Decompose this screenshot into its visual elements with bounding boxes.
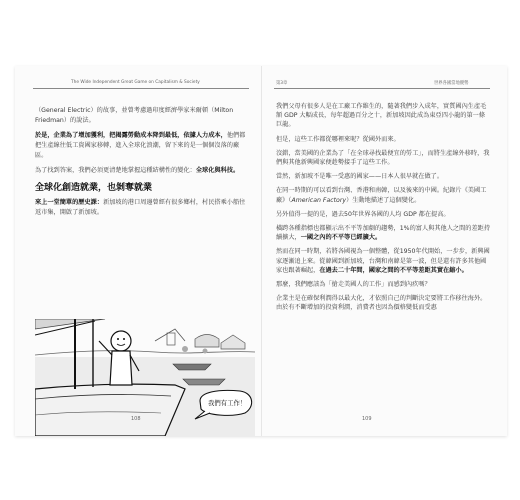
left-body-text [35,106,249,223]
paragraph: 沒錯，當美國的企業為了「在全球尋找最便宜的勞工」，而將生產線外移時，我們與其他新興國家便趁勢接手了這些工作。 [276,149,490,167]
paragraph: 當然，新加坡不是唯一受惠的國家——日本人很早就在做了。 [276,173,444,181]
paragraph: 我們父母有很多人是在工廠工作維生的，隨著我們步入成年，實質國內生產毛額 GDP 大幅成長，每年超過百分之十，新加坡因此成為東亞四小龍的第一條巨龍。 [276,103,487,129]
right-running-header: 世界各國當地優勢 [434,81,469,86]
right-page [262,66,507,436]
paragraph: 另外值得一提的是，過去50年世界各國的人均 GDP 都在提高。 [276,210,450,218]
right-page-number: 109 [362,416,372,422]
book-spread [15,66,507,436]
right-header-rule [274,88,490,89]
speech-bubble-text: 我們有工作！ [208,399,247,407]
paragraph: 來上一堂簡單的歷史課：新加坡的港口周邊曾經有很多鄉村，村民搭乘小船往返市集，開啟了新加坡。 [35,199,246,216]
paragraph: （General Electric）的故事，並曾考慮過印度經濟學家米爾頓（Milton Friedman）的說法。 [35,107,234,124]
paragraph: 但是，這些工作都從哪裡來呢？從國外而來。 [276,135,400,143]
right-chapter-label: 第3章 [276,81,288,86]
right-body-text [276,102,490,318]
left-page-number: 108 [131,416,141,422]
paragraph: 橫跨各種指標也都顯示出不平等加劇的趨勢，1%的富人與其他人之間的差距持續擴大，一國之內的不平等已經擴大。 [276,225,491,242]
paragraph: 在同一時期的可以看到台灣、香港和南韓，以及後來的中國。紀錄片《美國工廠》（American Factory）生動地描述了這個變化。 [276,187,487,204]
paragraph: 為了找到答案，我們必須更清楚地掌握這種結構性的變化：全球化與科技。 [35,167,240,174]
boat-cartoon-illustration [35,319,255,436]
paragraph: 然而在同一時期，若將各國視為一個整體，從1950年代開始，一步步，新興國家逐漸追上來。從韓國到新加坡，台灣和南韓是第一波，但是還有許多其他國家也跟著崛起，在過去二十年間，國家之間的不平等差距其實在縮小。 [276,248,490,274]
section-heading: 全球化創造就業，也剝奪就業 [35,183,153,193]
left-page [15,66,262,436]
paragraph: 於是，企業為了增加獲利，把揭露勞動成本降到最低，依據人力成本，他們都把生產線往低工資國家移轉，進入全球化浪潮，留下來的是一個個沒落的廠區。 [35,132,246,159]
left-header-rule [33,88,249,89]
paragraph: 企業主是在確保利潤得以最大化，才依照自己的判斷決定要將工作移往海外。由於有不斷增加的投資利潤，消費者也因為價格變低而受惠 [276,295,487,312]
paragraph: 那麼，我們應該為「搶走美國人的工作」而感到內疚嗎？ [276,281,431,289]
left-running-header: The Wide Independent Great Game on Capitalism & Society [71,80,200,85]
